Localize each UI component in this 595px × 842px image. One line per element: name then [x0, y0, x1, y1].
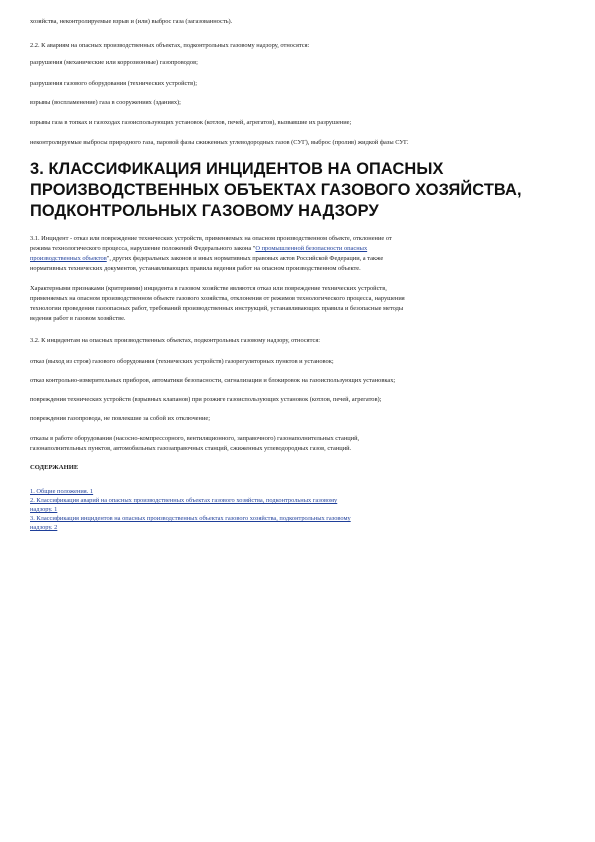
paragraph-line: газонаполнительных пунктов, автомобильных газозаправочных станций, сжиженных углеводородных газов, станций. [30, 445, 352, 452]
paragraph-3-1 [30, 234, 560, 274]
paragraph-line: ведения работ в газовом хозяйстве. [30, 315, 126, 322]
toc-link-1[interactable]: 1. Общие положения. 1 [30, 488, 94, 495]
section-heading-line-2: ПРОИЗВОДСТВЕННЫХ ОБЪЕКТАХ ГАЗОВОГО ХОЗЯЙСТВА, [30, 181, 522, 199]
incident-item-3: повреждения технических устройств (взрывных клапанов) при розжиге газоиспользующих установок (котлов, печей, агрегатов); [30, 396, 382, 403]
criteria-paragraph [30, 284, 560, 324]
text-line-continuation: хозяйства, неконтролируемые взрыв и (или) выброс газа (загазованность). [30, 18, 233, 25]
toc-title: СОДЕРЖАНИЕ [30, 464, 79, 471]
incident-item-2: отказ контрольно-измерительных приборов, автоматики безопасности, сигнализации и блокировок на газоиспользующих установках; [30, 377, 396, 384]
paragraph-line [30, 244, 560, 254]
section-heading-line-1: 3. КЛАССИФИКАЦИЯ ИНЦИДЕНТОВ НА ОПАСНЫХ [30, 160, 444, 178]
paragraph-3-2: 3.2. К инцидентам на опасных производственных объектах, подконтрольных газовому надзору, относятся: [30, 337, 321, 344]
accident-item-2: разрушения газового оборудования (технических устройств); [30, 80, 198, 87]
incident-item-4: повреждения газопровода, не повлекшие за собой их отключение; [30, 415, 210, 422]
accident-item-1: разрушения (механические или коррозионные) газопроводов; [30, 59, 198, 66]
paragraph-line [30, 254, 560, 264]
paragraph-text: режима технологического процесса, нарушение положений Федерального закона " [30, 245, 256, 252]
paragraph-line: 3.1. Инцидент - отказ или повреждение технических устройств, применяемых на опасном производственном объекте, отклонение от [30, 235, 392, 242]
table-of-contents [30, 487, 560, 532]
paragraph-text: ", других федеральных законов и иных нормативных правовых актов Российской Федерации, а также [106, 255, 384, 262]
paragraph-line: технологии проведения газоопасных работ, требований производственных инструкций, устанавливающих правила и безопасные методы [30, 305, 404, 312]
federal-law-link-cont[interactable]: производственных объектов [30, 255, 107, 262]
incident-item-5 [30, 434, 560, 454]
paragraph-2-2: 2.2. К авариям на опасных производственных объектах, подконтрольных газовому надзору, относятся: [30, 42, 310, 49]
toc-link-3[interactable]: 3. Классификация инцидентов на опасных производственных объектах газового хозяйства, подконтрольных газовому [30, 515, 351, 522]
toc-link-2-cont[interactable]: надзору. 1 [30, 506, 58, 513]
paragraph-line: нормативных технических документов, устанавливающих правила ведения работ на опасном производственном объекте. [30, 265, 361, 272]
toc-link-3-cont[interactable]: надзору. 2 [30, 524, 58, 531]
section-heading-line-3: ПОДКОНТРОЛЬНЫХ ГАЗОВОМУ НАДЗОРУ [30, 202, 379, 220]
accident-item-4: взрывы газа в топках и газоходах газоиспользующих установок (котлов, печей, агрегатов), вызвавшие их разрушение; [30, 119, 352, 126]
paragraph-line: применяемых на опасном производственном объекте газового хозяйства, отклонения от режимов технологического процесса, нарушения [30, 295, 405, 302]
accident-item-5: неконтролируемые выбросы природного газа, паровой фазы сжиженных углеводородных газов (СУГ), выброс (пролив) жидкой фазы СУГ. [30, 139, 409, 146]
federal-law-link[interactable]: О промышленной безопасности опасных [255, 245, 368, 252]
paragraph-line: отказы в работе оборудования (насосно-компрессорного, вентиляционного, заправочного) газонаполнительных станций, [30, 435, 360, 442]
section-3-heading [30, 159, 560, 222]
toc-link-2[interactable]: 2. Классификация аварий на опасных производственных объектах газового хозяйства, подконтрольных газовому [30, 497, 338, 504]
accident-item-3: взрывы (воспламенение) газа в сооружениях (зданиях); [30, 99, 181, 106]
incident-item-1: отказ (выход из строя) газового оборудования (технических устройств) газорегуляторных пунктов и установок; [30, 358, 334, 365]
paragraph-line: Характерными признаками (критериями) инцидента в газовом хозяйстве являются отказ или повреждение технических устройств, [30, 285, 387, 292]
